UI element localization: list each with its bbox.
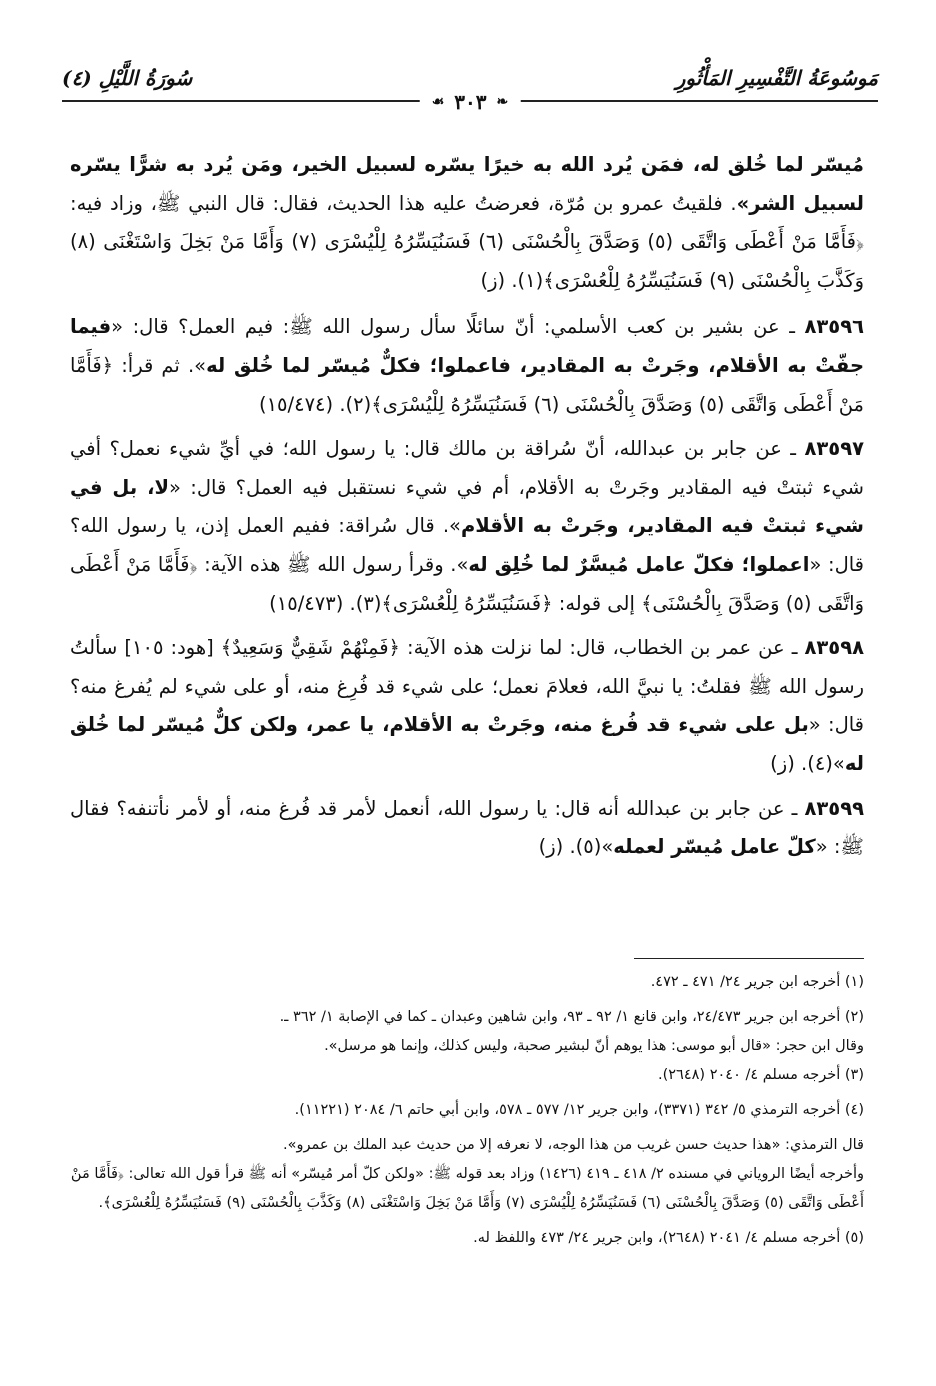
paragraph-text: ـ عن جابر بن عبدالله، أنّ سُراقة بن مالك قال: يا رسول الله؛ في أيِّ شيء نعمل؟ أفي شيء ثبتتْ فيه المقادير وجَرتْ به الأقلام، أم في شيء نستقبل فيه العمل؟ قال: « <box>70 437 864 499</box>
hadith-number: ٨٣٥٩٨ <box>804 636 864 660</box>
paragraph-text: ». وقرأ رسول الله ﷺ هذه الآية: ﴿فَأَمَّا مَنْ أَعْطَى وَاتَّقَى (٥) وَصَدَّقَ بِالْحُسْنَى﴾ إلى قوله: ﴿فَسَنُيَسِّرُهُ لِلْعُسْرَى﴾(٣). (١٥/٤٧٣) <box>70 552 864 615</box>
hadith-quote: مُيسّر لما خُلق له، فمَن يُرد الله به خيرًا يسّره لسبيل الخير، ومَن يُرد به شرًّا يسّره لسبيل الشر» <box>70 153 864 215</box>
footnotes <box>70 968 864 1253</box>
surah-label: سُورَةُ اللَّيْلِ (٤) <box>62 66 193 90</box>
intro-paragraph <box>70 146 864 300</box>
page-header <box>62 66 878 114</box>
hadith-quote: لا، بل في شيء ثبتتْ فيه المقادير، وجَرتْ به الأقلام <box>70 475 864 538</box>
book-title: مَوسُوعَةُ التَّفْسِيرِ المَأْثُورِ <box>675 66 878 90</box>
footnote-4: (٤) أخرجه الترمذي ٥/ ٣٤٢ (٣٣٧١)، وابن جرير ١٢/ ٥٧٧ ـ ٥٧٨، وابن أبي حاتم ٦/ ٢٠٨٤ (١١٢٢١). <box>294 1102 864 1118</box>
footnote-2-note: وقال ابن حجر: «قال أبو موسى: هذا يوهم أنّ لبشير صحبة، وليس كذلك، وإنما هو مرسل». <box>324 1038 864 1054</box>
footnote-3: (٣) أخرجه مسلم ٤/ ٢٠٤٠ (٢٦٤٨). <box>657 1067 864 1083</box>
footnote-4-note: قال الترمذي: «هذا حديث حسن غريب من هذا الوجه، لا نعرفه إلا من حديث عبد الملك بن عمرو». <box>283 1137 864 1153</box>
hadith-83598 <box>70 629 864 783</box>
page-number-box <box>420 90 521 114</box>
paragraph-text: ـ عن جابر بن عبدالله أنه قال: يا رسول الله، أنعمل لأمر قد فُرغ منه، أو لأمر نأتنفه؟ فقال ﷺ: « <box>70 796 864 859</box>
main-text <box>70 146 864 873</box>
footnote-2: (٢) أخرجه ابن جرير ٢٤/٤٧٣، وابن قانع ١/ ٩٢ ـ ٩٣، وابن شاهين وعبدان ـ كما في الإصابة ١/ ٣٦٢ ـ. <box>279 1009 864 1025</box>
hadith-number: ٨٣٥٩٦ <box>804 315 864 339</box>
hadith-quote: اعملوا؛ فكلّ عامل مُيسَّرٌ لما خُلِق له <box>468 552 810 576</box>
hadith-number: ٨٣٥٩٧ <box>804 437 864 461</box>
paragraph-text: »(٥). (ز) <box>538 835 614 859</box>
hadith-number: ٨٣٥٩٩ <box>804 796 864 820</box>
paragraph-text: ». قال سُراقة: ففيم العمل إذن، يا رسول الله؟ قال: « <box>70 514 864 576</box>
ornament-icon: ☙ <box>431 94 445 110</box>
paragraph-text: ». ثم قرأ: ﴿فَأَمَّا مَنْ أَعْطَى وَاتَّقَى (٥) وَصَدَّقَ بِالْحُسْنَى (٦) فَسَنُيَسِّرُهُ لِلْيُسْرَى﴾(٢). (١٥/٤٧٤) <box>70 353 864 416</box>
paragraph-text: ـ عن بشير بن كعب الأسلمي: أنّ سائلًا سأل رسول الله ﷺ: فيم العمل؟ قال: « <box>111 315 805 339</box>
paragraph-text: »(٤). (ز) <box>770 751 845 775</box>
paragraph-text: . فلقيتُ عمرو بن مُرّة، فعرضتُ عليه هذا الحديث، فقال: قال النبي ﷺ، وزاد فيه: ﴿فَأَمَّا مَنْ أَعْطَى وَاتَّقَى (٥) وَصَدَّقَ بِالْحُسْنَى (٦) فَسَنُيَسِّرُهُ لِلْيُسْرَى (٧) وَأَمَّا مَنْ بَخِلَ وَاسْتَغْنَى (٨) وَكَذَّبَ بِالْحُسْنَى (٩) فَسَنُيَسِّرُهُ لِلْعُسْرَى﴾(١). (ز) <box>70 191 864 292</box>
hadith-quote: بل على شيء قد فُرغ منه، وجَرتْ به الأقلام، يا عمر، ولكن كلٌّ مُيسّر لما خُلق له <box>70 713 864 775</box>
hadith-83599 <box>70 790 864 867</box>
footnote-1: (١) أخرجه ابن جرير ٢٤/ ٤٧١ ـ ٤٧٢. <box>650 974 864 990</box>
hadith-quote: فيما جفّتْ به الأقلام، وجَرتْ به المقادير، فاعملوا؛ فكلٌّ مُيسّر لما خُلق له <box>70 315 864 377</box>
hadith-83596 <box>70 308 864 424</box>
footnote-4-extra: وأخرجه أيضًا الروياني في مسنده ٢/ ٤١٨ ـ ٤١٩ (١٤٢٦) وزاد بعد قوله ﷺ: «ولكن كلّ أمر مُيسّر» أنه ﷺ قرأ قول الله تعالى: ﴿فَأَمَّا مَنْ أَعْطَى وَاتَّقَى (٥) وَصَدَّقَ بِالْحُسْنَى (٦) فَسَنُيَسِّرُهُ لِلْيُسْرَى (٧) وَأَمَّا مَنْ بَخِلَ وَاسْتَغْنَى (٨) وَكَذَّبَ بِالْحُسْنَى (٩) فَسَنُيَسِّرُهُ لِلْعُسْرَى﴾. <box>70 1166 864 1211</box>
footnote-5: (٥) أخرجه مسلم ٤/ ٢٠٤١ (٢٦٤٨)، وابن جرير ٢٤/ ٤٧٣ واللفظ له. <box>473 1230 864 1246</box>
hadith-83597 <box>70 430 864 623</box>
footnote-separator <box>634 958 864 959</box>
ornament-icon: ❧ <box>496 94 509 110</box>
page-number: ٣٠٣ <box>454 90 487 114</box>
hadith-quote: كلّ عامل مُيسّر لعمله <box>613 835 816 859</box>
paragraph-text: ـ عن عمر بن الخطاب، قال: لما نزلت هذه الآية: ﴿فَمِنْهُمْ شَقِيٌّ وَسَعِيدٌ﴾ [هود: ١٠٥] سألتُ رسول الله ﷺ فقلتُ: يا نبيَّ الله، فعلامَ نعمل؛ على شيء قد فُرِغ منه، أو على شيء لم يُفرغ منه؟ قال: « <box>70 636 864 737</box>
